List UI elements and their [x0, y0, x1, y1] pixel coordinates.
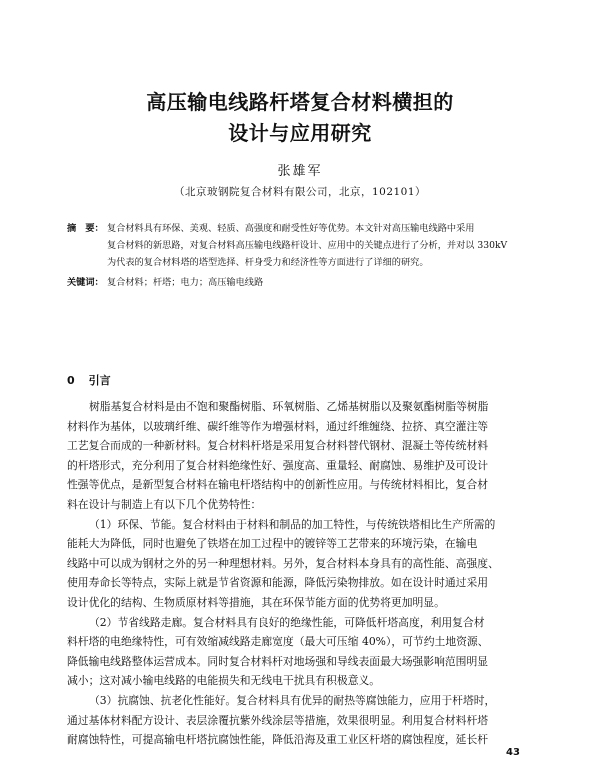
- author-name: 张雄军: [277, 164, 323, 179]
- body-line: 料在设计与制造上有以下几个优势特性：: [67, 497, 262, 511]
- abstract-first-row: [67, 220, 545, 237]
- keywords-row: [67, 274, 545, 291]
- title-line-2: 设计与应用研究: [228, 121, 372, 145]
- body-line: 树脂基复合材料是由不饱和聚酯树脂、环氧树脂、乙烯基树脂以及聚氨酯树脂等树脂: [89, 400, 489, 413]
- body-line: 使用寿命长等特点，实际上就是节省资源和能源，降低污染物排放。如在设计时通过采用: [67, 576, 489, 590]
- body-line: 性强等优点，是新型复合材料在输电杆塔结构中的创新性应用。与传统材料相比，复合材: [67, 478, 489, 492]
- section-heading: [67, 372, 111, 388]
- body-line: （3）抗腐蚀、抗老化性能好。复合材料具有优异的耐热等腐蚀能力，应用于杆塔时，: [89, 693, 496, 707]
- section-title: 引言: [88, 374, 111, 387]
- title-line-1: 高压输电线路杆塔复合材料横担的: [146, 90, 454, 114]
- body-line: 的杆塔形式，充分利用了复合材料绝缘性好、强度高、重量轻、耐腐蚀、易维护及可设计: [67, 458, 489, 472]
- page-number: 43: [506, 747, 520, 758]
- abstract-line: 复合材料具有环保、美观、轻质、高强度和耐受性好等优势。本文针对高压输电线路中采用: [107, 223, 475, 234]
- body-line: 耐腐蚀特性，可提高输电杆塔抗腐蚀性能，降低沿海及重工业区杆塔的腐蚀程度，延长杆: [67, 733, 489, 747]
- body-line: （2）节省线路走廊。复合材料具有良好的绝缘性能，可降低杆塔高度，利用复合材: [89, 615, 485, 629]
- author-affiliation: （北京玻钢院复合材料有限公司，北京，102101）: [173, 186, 427, 198]
- body-line: 减小；这对减小输电线路的电能损失和无线电干扰具有积极意义。: [67, 674, 381, 688]
- keywords-label: 关键词：: [67, 277, 104, 288]
- body-line: 材料作为基体，以玻璃纤维、碳纤维等作为增强材料，通过纤维缠绕、拉挤、真空灌注等: [67, 419, 489, 433]
- abstract-label: 摘 要：: [67, 223, 104, 234]
- body-line: 料杆塔的电绝缘特性，可有效缩减线路走廊宽度（最大可压缩 40%），可节约土地资源、: [67, 635, 489, 649]
- body-line: 降低输电线路整体运营成本。同时复合材料杆对地场强和导线表面最大场强影响范围明显: [67, 654, 489, 668]
- body-line: 线路中可以成为钢材之外的另一种理想材料。另外，复合材料本身具有的高性能、高强度、: [67, 556, 499, 570]
- abstract-line: 复合材料的新思路，对复合材料高压输电线路杆设计、应用中的关键点进行了分析，并对以 330kV: [107, 240, 508, 251]
- abstract-block: [67, 220, 545, 291]
- section-number: 0: [67, 374, 75, 387]
- body-line: （1）环保、节能。复合材料由于材料和制品的加工特性，与传统铁塔相比生产所需的: [89, 517, 496, 531]
- body-text: [67, 397, 545, 750]
- abstract-line: 为代表的复合材料塔的塔型选择、杆身受力和经济性等方面进行了详细的研究。: [107, 257, 429, 268]
- keywords-text: 复合材料；杆塔；电力；高压输电线路: [107, 277, 264, 288]
- body-line: 工艺复合而成的一种新材料。复合材料杆塔是采用复合材料替代钢材、混凝土等传统材料: [67, 439, 489, 453]
- body-line: 能耗大为降低，同时也避免了铁塔在加工过程中的镀锌等工艺带来的环境污染，在输电: [67, 537, 478, 551]
- body-line: 通过基体材料配方设计、表层涂覆抗紫外线涂层等措施，效果很明显。利用复合材料杆塔: [67, 713, 489, 727]
- body-line: 设计优化的结构、生物质原材料等措施，其在环保节能方面的优势将更加明显。: [67, 595, 445, 609]
